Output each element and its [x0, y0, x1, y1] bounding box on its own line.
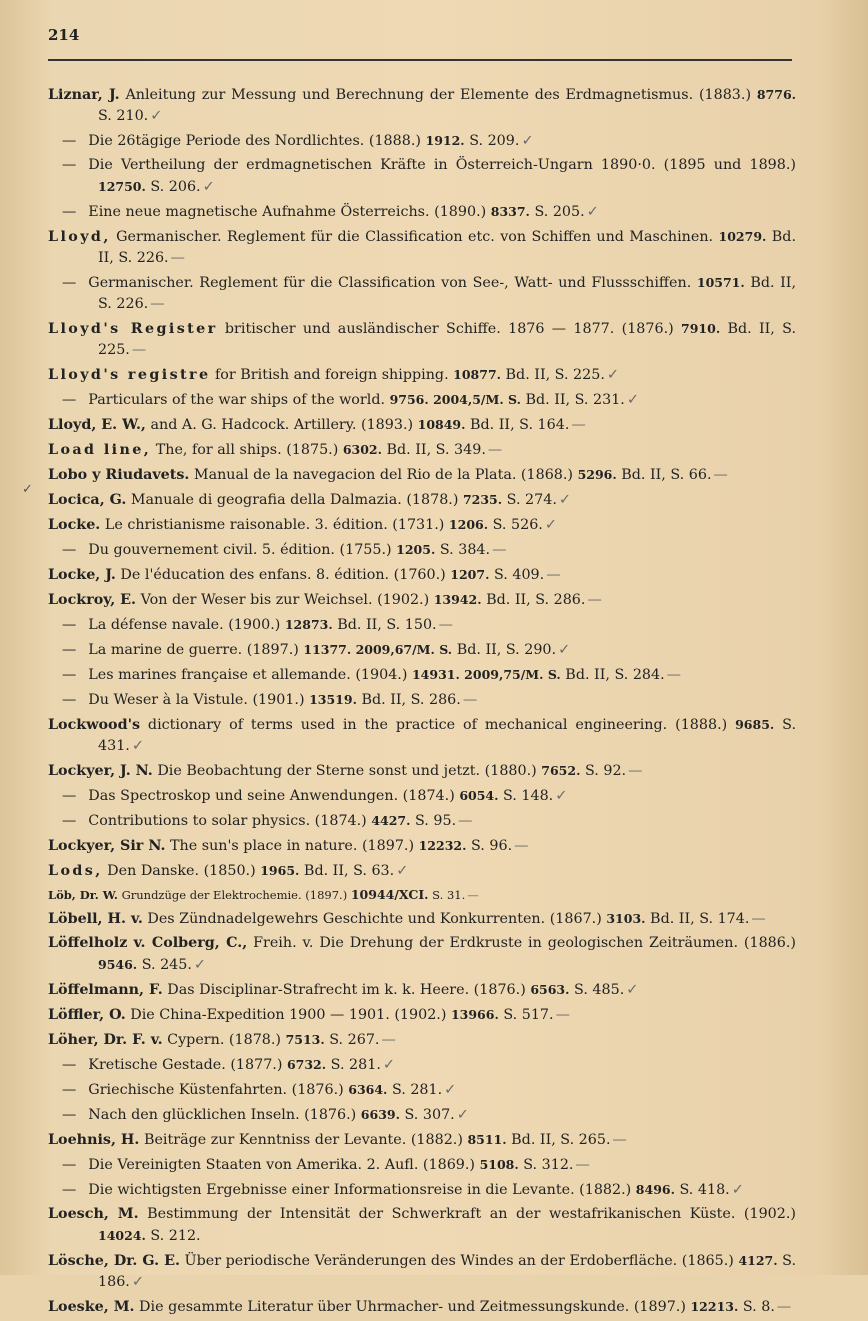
- entry-title: Eine neue magnetische Aufnahme Österreichs. (1890.): [88, 204, 491, 220]
- entry-title: Germanischer. Reglement für die Classification von See-, Watt- und Flussschiffen.: [88, 275, 697, 291]
- entry-heading: Lloyd's Register: [48, 321, 218, 337]
- catalogue-number: 9685.: [735, 717, 775, 732]
- entry-heading: Lockwood's: [48, 717, 141, 733]
- dash-mark-icon: —: [170, 250, 185, 266]
- catalogue-number: 10944/XCI.: [350, 887, 429, 902]
- catalogue-entry: [48, 979, 796, 1001]
- catalogue-subentry: [48, 1104, 796, 1126]
- entry-title: Du Weser à la Vistule. (1901.): [88, 692, 310, 708]
- catalogue-number: 8496.: [635, 1182, 675, 1197]
- catalogue-number: 5296.: [577, 467, 617, 482]
- entry-heading: Lloyd's registre: [48, 367, 211, 383]
- check-mark-icon: ✓: [131, 1274, 144, 1290]
- dash-mark-icon: —: [776, 1299, 792, 1315]
- entry-title: Die Beobachtung der Sterne sonst und jetzt. (1880.): [152, 763, 542, 779]
- dash-mark-icon: —: [381, 1032, 396, 1048]
- page-reference: Bd. II, S. 265.: [506, 1132, 611, 1148]
- page-reference: S. 485.: [569, 982, 625, 998]
- catalogue-entry: [48, 439, 796, 461]
- entry-title: Des Zündnadelgewehrs Geschichte und Konkurrenten. (1867.): [142, 911, 607, 927]
- check-mark-icon: ✓: [626, 392, 639, 408]
- page-reference: Bd. II, S. 225.: [501, 367, 605, 383]
- page-reference: Bd. II, S. 290.: [452, 642, 557, 658]
- catalogue-subentry: [48, 664, 796, 686]
- page-reference: Bd. II, S. 225.: [98, 321, 796, 358]
- catalogue-entry: [48, 318, 796, 361]
- catalogue-entry: [48, 860, 796, 882]
- page-reference: Bd. II, S. 164.: [465, 417, 570, 433]
- page-reference: Bd. II, S. 231.: [520, 392, 625, 408]
- catalogue-entry: [48, 1029, 796, 1051]
- catalogue-entry: [48, 226, 796, 269]
- entry-heading: Löffelmann, F.: [48, 982, 163, 998]
- catalogue-subentry: [48, 130, 796, 152]
- entry-heading: Locke.: [48, 517, 101, 533]
- catalogue-number: 5108.: [479, 1157, 519, 1172]
- continuation-dash: —: [62, 542, 77, 558]
- entry-title: Nach den glücklichen Inseln. (1876.): [88, 1107, 361, 1123]
- entry-heading: Lloyd, E. W.,: [48, 417, 146, 433]
- catalogue-number: 13966.: [450, 1007, 499, 1022]
- page-reference: Bd. II, S. 150.: [332, 617, 437, 633]
- check-mark-icon: ✓: [396, 863, 409, 879]
- entry-title: Manuale di geografia della Dalmazia. (1878.): [126, 492, 463, 508]
- entry-heading: Lösche, Dr. G. E.: [48, 1253, 180, 1269]
- page-reference: Bd. II, S. 226.: [98, 275, 796, 312]
- catalogue-number: 13942.: [433, 592, 482, 607]
- catalogue-number: 1205.: [396, 542, 436, 557]
- catalogue-number: 6364.: [348, 1082, 388, 1097]
- dash-mark-icon: —: [555, 1007, 570, 1023]
- catalogue-entry: [48, 760, 796, 782]
- entry-title: Das Disciplinar-Strafrecht im k. k. Heere. (1876.): [162, 982, 531, 998]
- catalogue-number: 14931. 2009,75/M. S.: [411, 667, 561, 682]
- entry-title: Contributions to solar physics. (1874.): [88, 813, 372, 829]
- catalogue-number: 7235.: [462, 492, 503, 507]
- entry-title: The, for all ships. (1875.): [151, 442, 343, 458]
- entry-title: Die Vereinigten Staaten von Amerika. 2. Aufl. (1869.): [88, 1157, 480, 1173]
- check-mark-icon: ✓: [193, 957, 206, 973]
- page-reference: S. 210.: [98, 108, 149, 124]
- continuation-dash: —: [62, 813, 77, 829]
- catalogue-number: 7513.: [285, 1032, 325, 1047]
- continuation-dash: —: [62, 204, 77, 220]
- page-reference: S. 95.: [410, 813, 457, 829]
- page-reference: S. 431.: [98, 717, 796, 754]
- catalogue-number: 8776.: [756, 87, 797, 102]
- entry-heading: Locica, G.: [48, 492, 127, 508]
- catalogue-number: 10877.: [453, 367, 501, 382]
- page-reference: Bd. II, S. 286.: [481, 592, 586, 608]
- catalogue-entry: [48, 84, 796, 127]
- catalogue-entry: [48, 714, 796, 757]
- entry-title: Beiträge zur Kenntniss der Levante. (1882.): [139, 1132, 468, 1148]
- catalogue-entry: [48, 885, 796, 905]
- check-mark-icon: ✓: [586, 204, 599, 220]
- page-reference: Bd. II, S. 349.: [381, 442, 486, 458]
- page-reference: S. 418.: [674, 1182, 730, 1198]
- dash-mark-icon: —: [487, 442, 503, 458]
- catalogue-entry: [48, 414, 796, 436]
- check-mark-icon: ✓: [521, 133, 534, 149]
- dash-mark-icon: —: [666, 667, 681, 683]
- catalogue-number: 6563.: [530, 982, 570, 997]
- entry-title: Les marines française et allemande. (1904.): [88, 667, 412, 683]
- entry-title: dictionary of terms used in the practice of mechanical engineering. (1888.): [140, 717, 736, 733]
- continuation-dash: —: [62, 1107, 77, 1123]
- check-mark-icon: ✓: [382, 1057, 395, 1073]
- catalogue-subentry: [48, 639, 796, 661]
- entry-title: La marine de guerre. (1897.): [88, 642, 304, 658]
- catalogue-entry: [48, 1129, 796, 1151]
- entry-title: Grundzüge der Elektrochemie. (1897.): [117, 888, 351, 902]
- catalogue-number: 14024.: [98, 1228, 146, 1243]
- dash-mark-icon: —: [612, 1132, 627, 1148]
- page-reference: S. 186.: [98, 1253, 797, 1290]
- entry-title: Von der Weser bis zur Weichsel. (1902.): [136, 592, 434, 608]
- check-mark-icon: ✓: [131, 738, 144, 754]
- check-mark-icon: ✓: [202, 179, 215, 195]
- check-mark-icon: ✓: [444, 1082, 457, 1098]
- entry-title: Die wichtigsten Ergebnisse einer Informationsreise in die Levante. (1882.): [88, 1182, 636, 1198]
- entry-title: Griechische Küstenfahrten. (1876.): [88, 1082, 349, 1098]
- catalogue-number: 8511.: [467, 1132, 507, 1147]
- entry-title: britischer und ausländischer Schiffe. 1876 — 1877. (1876.): [217, 321, 682, 337]
- dash-mark-icon: —: [628, 763, 643, 779]
- entry-title: Die Vertheilung der erdmagnetischen Kräfte in Österreich-Ungarn 1890·0. (1895 und 1898.): [88, 157, 796, 173]
- page-reference: Bd. II, S. 226.: [98, 229, 797, 266]
- page-reference: S. 8.: [738, 1299, 775, 1315]
- dash-mark-icon: —: [587, 592, 602, 608]
- entry-heading: Lockyer, J. N.: [48, 763, 153, 779]
- page-reference: S. 245.: [137, 957, 192, 973]
- catalogue-number: 7652.: [541, 763, 581, 778]
- continuation-dash: —: [62, 788, 77, 804]
- catalogue-number: 9546.: [98, 957, 138, 972]
- dash-mark-icon: —: [462, 692, 478, 708]
- dash-mark-icon: —: [514, 838, 529, 854]
- dash-mark-icon: —: [131, 342, 147, 358]
- continuation-dash: —: [62, 642, 77, 658]
- catalogue-subentry: [48, 785, 796, 807]
- catalogue-entry: [48, 564, 796, 586]
- entry-title: Die gesammte Literatur über Uhrmacher- und Zeitmessungskunde. (1897.): [134, 1299, 691, 1315]
- catalogue-subentry: [48, 810, 796, 832]
- catalogue-number: 12213.: [690, 1299, 739, 1314]
- entry-title: La défense navale. (1900.): [88, 617, 285, 633]
- continuation-dash: —: [62, 617, 77, 633]
- page-reference: S. 274.: [502, 492, 557, 508]
- page-reference: S. 92.: [580, 763, 627, 779]
- catalogue-number: 6302.: [342, 442, 382, 457]
- page-reference: S. 96.: [466, 838, 513, 854]
- entry-title: Kretische Gestade. (1877.): [88, 1057, 287, 1073]
- continuation-dash: —: [62, 392, 77, 408]
- page-reference: S. 384.: [435, 542, 491, 558]
- page-reference: S. 517.: [498, 1007, 554, 1023]
- catalogue-entry: [48, 464, 796, 486]
- continuation-dash: —: [62, 692, 77, 708]
- catalogue-entry: [48, 908, 796, 930]
- dash-mark-icon: —: [438, 617, 453, 633]
- header-rule: [48, 59, 792, 61]
- catalogue-number: 1206.: [448, 517, 489, 532]
- catalogue-subentry: [48, 539, 796, 561]
- catalogue-number: 11377. 2009,67/M. S.: [303, 642, 453, 657]
- entry-heading: Lods,: [48, 863, 103, 879]
- catalogue-number: 13519.: [309, 692, 357, 707]
- catalogue-number: 10571.: [696, 275, 745, 290]
- catalogue-subentry: [48, 272, 796, 315]
- catalogue-entry: [48, 1296, 796, 1318]
- continuation-dash: —: [62, 667, 77, 683]
- page-reference: S. 281.: [326, 1057, 381, 1073]
- dash-mark-icon: —: [571, 417, 586, 433]
- entry-title: Die China-Expedition 1900 — 1901. (1902.): [125, 1007, 451, 1023]
- entry-heading: Lobo y Riudavets.: [48, 467, 190, 483]
- continuation-dash: —: [62, 275, 77, 291]
- catalogue-number: 10849.: [417, 417, 466, 432]
- catalogue-entry: [48, 933, 796, 976]
- catalogue-number: 12232.: [418, 838, 467, 853]
- check-mark-icon: ✓: [606, 367, 619, 383]
- catalogue-subentry: [48, 201, 796, 223]
- entry-title: Den Danske. (1850.): [102, 863, 261, 879]
- catalogue-entry: [48, 1004, 796, 1026]
- entry-heading: Löbell, H. v.: [48, 911, 143, 927]
- continuation-dash: —: [62, 157, 77, 173]
- catalogue-subentry: [48, 1179, 796, 1201]
- entry-heading: Locke, J.: [48, 567, 116, 583]
- catalogue-number: 6639.: [360, 1107, 400, 1122]
- continuation-dash: —: [62, 133, 77, 149]
- check-mark-icon: ✓: [731, 1182, 744, 1198]
- entry-heading: Liznar, J.: [48, 87, 120, 103]
- catalogue-subentry: [48, 614, 796, 636]
- dash-mark-icon: —: [150, 296, 165, 312]
- catalogue-subentry: [48, 1154, 796, 1176]
- entry-title: De l'éducation des enfans. 8. édition. (1760.): [115, 567, 451, 583]
- page-reference: S. 526.: [488, 517, 543, 533]
- catalogue-number: 12873.: [284, 617, 333, 632]
- catalogue-number: 8337.: [490, 204, 530, 219]
- dash-mark-icon: —: [467, 888, 479, 902]
- entry-title: Cypern. (1878.): [162, 1032, 286, 1048]
- page-reference: S. 312.: [518, 1157, 574, 1173]
- catalogue-subentry: [48, 689, 796, 711]
- entry-heading: Lockyer, Sir N.: [48, 838, 166, 854]
- page-reference: S. 205.: [529, 204, 585, 220]
- check-mark-icon: ✓: [456, 1107, 469, 1123]
- dash-mark-icon: —: [546, 567, 561, 583]
- catalogue-number: 1207.: [450, 567, 490, 582]
- catalogue-entry: [48, 1250, 796, 1293]
- page-reference: S. 281.: [387, 1082, 443, 1098]
- continuation-dash: —: [62, 1082, 77, 1098]
- catalogue-entry: [48, 589, 796, 611]
- dash-mark-icon: —: [751, 911, 766, 927]
- entry-title: Bestimmung der Intensität der Schwerkraft an der westafrikanischen Küste. (1902.): [138, 1206, 796, 1222]
- page-reference: S. 31.: [428, 888, 466, 902]
- catalogue-number: 9756. 2004,5/M. S.: [389, 392, 521, 407]
- catalogue-entries: [48, 84, 796, 1321]
- catalogue-entry: [48, 364, 796, 386]
- catalogue-number: 1965.: [260, 863, 300, 878]
- check-mark-icon: ✓: [555, 788, 568, 804]
- catalogue-number: 4427.: [371, 813, 411, 828]
- page-reference: S. 206.: [145, 179, 201, 195]
- catalogue-number: 1912.: [425, 133, 465, 148]
- margin-check-mark: ✓: [22, 482, 33, 497]
- entry-heading: Löffler, O.: [48, 1007, 126, 1023]
- catalogue-number: 6054.: [459, 788, 499, 803]
- entry-title: Manual de la navegacion del Rio de la Plata. (1868.): [189, 467, 578, 483]
- catalogue-subentry: [48, 389, 796, 411]
- entry-heading: Loeske, M.: [48, 1299, 135, 1315]
- entry-title: Le christianisme raisonable. 3. édition. (1731.): [100, 517, 449, 533]
- catalogue-number: 10279.: [718, 229, 767, 244]
- entry-title: Das Spectroskop und seine Anwendungen. (1874.): [88, 788, 460, 804]
- catalogue-number: 12750.: [98, 179, 146, 194]
- catalogue-entry: [48, 514, 796, 536]
- catalogue-subentry: [48, 1054, 796, 1076]
- entry-title: Du gouvernement civil. 5. édition. (1755.): [88, 542, 397, 558]
- page-reference: Bd. II, S. 174.: [645, 911, 750, 927]
- entry-heading: Loesch, M.: [48, 1206, 139, 1222]
- catalogue-subentry: [48, 1079, 796, 1101]
- continuation-dash: —: [62, 1182, 77, 1198]
- page-reference: Bd. II, S. 63.: [299, 863, 395, 879]
- dash-mark-icon: —: [575, 1157, 590, 1173]
- entry-heading: Löher, Dr. F. v.: [48, 1032, 163, 1048]
- entry-heading: Lockroy, E.: [48, 592, 137, 608]
- entry-heading: Lloyd,: [48, 229, 111, 245]
- entry-heading: Löb, Dr. W.: [48, 888, 118, 902]
- entry-heading: Loehnis, H.: [48, 1132, 140, 1148]
- catalogue-number: 4127.: [738, 1253, 778, 1268]
- page-reference: S. 307.: [399, 1107, 455, 1123]
- check-mark-icon: ✓: [150, 108, 163, 124]
- catalogue-entry: [48, 835, 796, 857]
- entry-title: The sun's place in nature. (1897.): [165, 838, 419, 854]
- entry-title: for British and foreign shipping.: [210, 367, 454, 383]
- catalogue-entry: [48, 489, 796, 511]
- entry-heading: Load line,: [48, 442, 152, 458]
- entry-title: Anleitung zur Messung und Berechnung der Elemente des Erdmagnetismus. (1883.): [119, 87, 757, 103]
- page-reference: Bd. II, S. 66.: [616, 467, 712, 483]
- page-number: 214: [48, 26, 80, 44]
- page-reference: Bd. II, S. 284.: [560, 667, 665, 683]
- page-reference: S. 209.: [464, 133, 520, 149]
- check-mark-icon: ✓: [626, 982, 639, 998]
- catalogue-number: 6732.: [286, 1057, 327, 1072]
- catalogue-entry: [48, 1204, 796, 1247]
- check-mark-icon: ✓: [558, 642, 571, 658]
- catalogue-number: 7910.: [681, 321, 721, 336]
- catalogue-number: 3103.: [606, 911, 646, 926]
- entry-title: Die 26tägige Periode des Nordlichtes. (1888.): [88, 133, 426, 149]
- entry-title: Über periodische Veränderungen des Windes an der Erdoberfläche. (1865.): [179, 1253, 739, 1269]
- dash-mark-icon: —: [492, 542, 507, 558]
- page-reference: S. 409.: [489, 567, 545, 583]
- continuation-dash: —: [62, 1157, 77, 1173]
- page-reference: S. 267.: [324, 1032, 380, 1048]
- page-reference: Bd. II, S. 286.: [356, 692, 461, 708]
- entry-title: Particulars of the war ships of the world.: [88, 392, 390, 408]
- dash-mark-icon: —: [713, 467, 728, 483]
- entry-heading: Löffelholz v. Colberg, C.,: [48, 935, 248, 951]
- continuation-dash: —: [62, 1057, 77, 1073]
- page-reference: S. 212.: [145, 1228, 201, 1244]
- entry-title: Germanischer. Reglement für die Classification etc. von Schiffen und Maschinen.: [110, 229, 719, 245]
- check-mark-icon: ✓: [558, 492, 571, 508]
- page-reference: S. 148.: [498, 788, 554, 804]
- entry-title: and A. G. Hadcock. Artillery. (1893.): [145, 417, 418, 433]
- entry-title: Freih. v. Die Drehung der Erdkruste in geologischen Zeiträumen. (1886.): [247, 935, 796, 951]
- catalogue-subentry: [48, 155, 796, 198]
- dash-mark-icon: —: [458, 813, 473, 829]
- check-mark-icon: ✓: [544, 517, 557, 533]
